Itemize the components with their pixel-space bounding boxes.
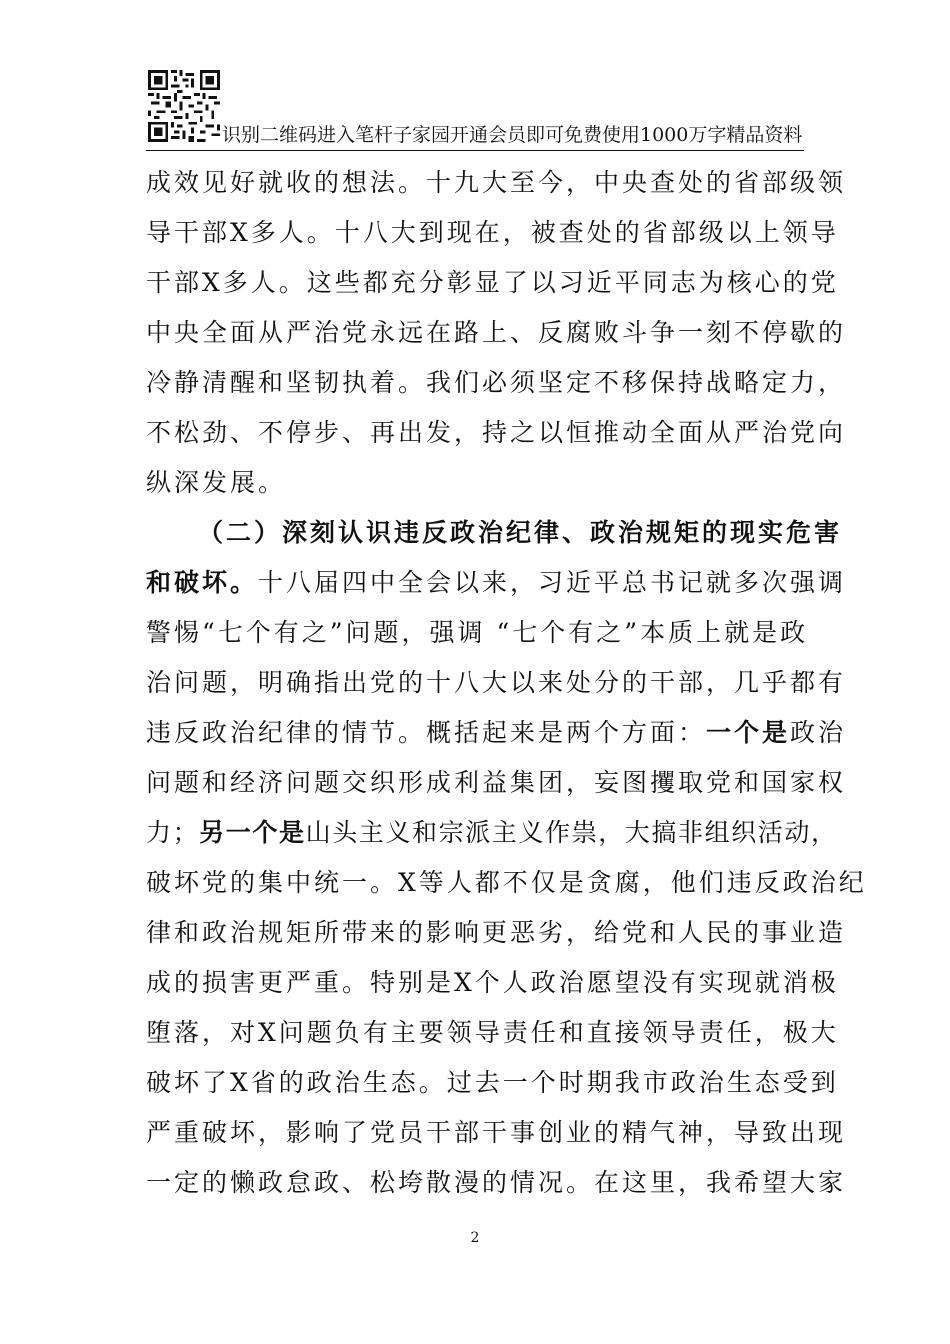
paragraph-line: 问题和经济问题交织形成利益集团，妄图攫取党和国家权 <box>146 768 847 797</box>
paragraph-line: 治问题，明确指出党的十八大以来处分的干部，几乎都有 <box>146 668 847 697</box>
header-promo-text: 识别二维码进入笔杆子家园开通会员即可免费使用1000万字精品资料 <box>222 124 803 146</box>
section-heading: （二）深刻认识违反政治纪律、政治规矩的现实危害 <box>198 518 843 547</box>
paragraph-line: 破坏党的集中统一。X等人都不仅是贪腐，他们违反政治纪 <box>146 868 867 897</box>
paragraph-line <box>146 808 838 858</box>
line-text: 力； <box>146 818 200 847</box>
paragraph-line <box>146 708 847 758</box>
paragraph-line: 干部X多人。这些都充分彰显了以习近平同志为核心的党 <box>146 268 839 297</box>
emphasis-text: 另一个是 <box>199 818 306 847</box>
paragraph-line: 纵深发展。 <box>146 468 287 497</box>
paragraph-line <box>146 558 847 608</box>
paragraph-line: 不松劲、不停步、再出发，持之以恒推动全面从严治党向 <box>146 418 847 447</box>
paragraph-line: 警惕“七个有之”问题，强调 “七个有之”本质上就是政 <box>146 618 809 647</box>
paragraph-line: 一定的懒政怠政、松垮散漫的情况。在这里，我希望大家 <box>146 1168 847 1197</box>
paragraph-line: 堕落，对X问题负有主要领导责任和直接领导责任，极大 <box>146 1018 839 1047</box>
line-text: 违反政治纪律的情节。概括起来是两个方面： <box>146 718 707 747</box>
header-divider <box>146 150 804 151</box>
paragraph-line: 中央全面从严治党永远在路上、反腐败斗争一刻不停歇的 <box>146 318 847 347</box>
page-number: 2 <box>470 1230 480 1246</box>
paragraph-line: 导干部X多人。十八大到现在，被查处的省部级以上领导 <box>146 218 839 247</box>
qr-code-icon <box>148 70 220 142</box>
document-body <box>146 158 867 1208</box>
paragraph-line: 冷静清醒和坚韧执着。我们必须坚定不移保持战略定力， <box>146 368 847 397</box>
paragraph-line: 成的损害更严重。特别是X个人政治愿望没有实现就消极 <box>146 968 839 997</box>
paragraph-line: 破坏了X省的政治生态。过去一个时期我市政治生态受到 <box>146 1068 839 1097</box>
section-heading-tail: 和破坏。 <box>146 568 259 597</box>
line-text: 政治 <box>790 718 847 747</box>
paragraph-line: 严重破坏，影响了党员干部干事创业的精气神，导致出现 <box>146 1118 847 1147</box>
emphasis-text: 一个是 <box>706 718 791 747</box>
paragraph-line: 律和政治规矩所带来的影响更恶劣，给党和人民的事业造 <box>146 918 847 947</box>
line-text: 山头主义和宗派主义作祟，大搞非组织活动， <box>305 818 838 847</box>
line-text: 十八届四中全会以来，习近平总书记就多次强调 <box>258 568 847 597</box>
paragraph-line: 成效见好就收的想法。十九大至今，中央查处的省部级领 <box>146 168 847 197</box>
